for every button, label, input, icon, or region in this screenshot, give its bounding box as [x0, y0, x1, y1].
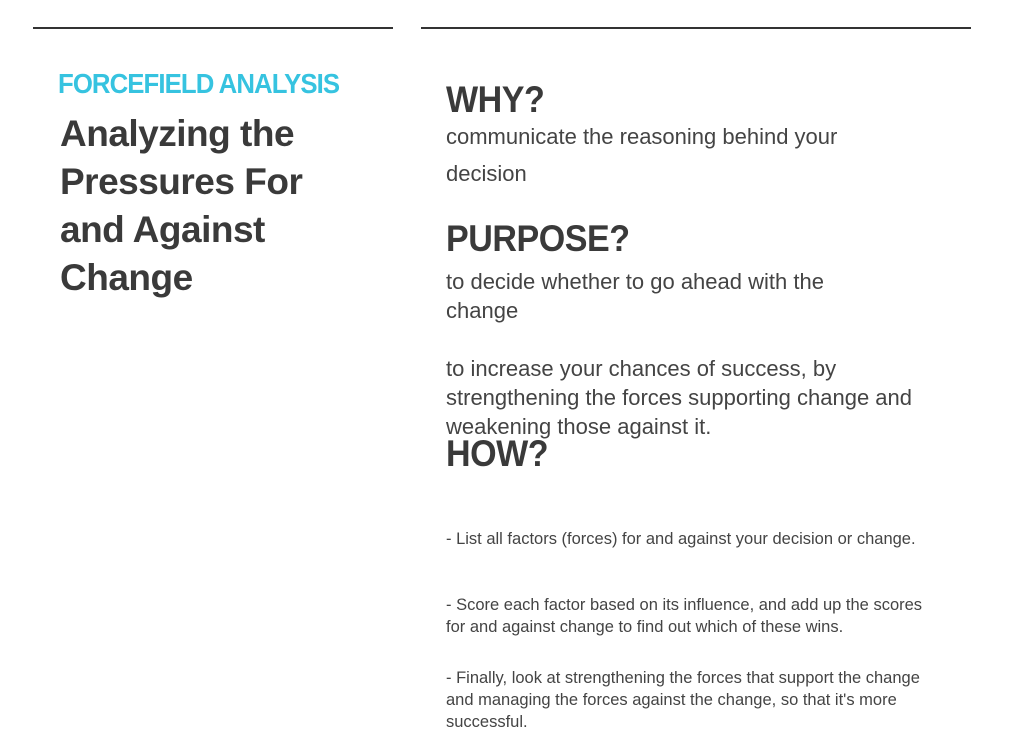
- title-line: Change: [60, 257, 193, 298]
- title-line: and Against: [60, 209, 265, 250]
- purpose-text-2: to increase your chances of success, by strengthening the forces supporting change and weakening those against it.: [446, 356, 912, 439]
- why-text: communicate the reasoning behind your decision: [446, 124, 838, 186]
- how-step-3: - Finally, look at strengthening the forces that support the change and managing the forces against the change, so that it's more successful.: [446, 669, 920, 731]
- how-heading: HOW?: [446, 433, 549, 474]
- top-rule-right: [421, 27, 971, 29]
- page-title: [60, 110, 360, 302]
- section-kicker: FORCEFIELD ANALYSIS: [58, 68, 340, 99]
- title-line: Pressures For: [60, 161, 303, 202]
- purpose-heading: PURPOSE?: [446, 218, 630, 259]
- top-rule-left: [33, 27, 393, 29]
- purpose-text-1: to decide whether to go ahead with the change: [446, 269, 824, 323]
- why-heading: WHY?: [446, 79, 545, 120]
- title-line: Analyzing the: [60, 113, 295, 154]
- how-step-1: - List all factors (forces) for and against your decision or change.: [446, 530, 916, 548]
- how-step-2: - Score each factor based on its influence, and add up the scores for and against change to find out which of these wins.: [446, 596, 923, 636]
